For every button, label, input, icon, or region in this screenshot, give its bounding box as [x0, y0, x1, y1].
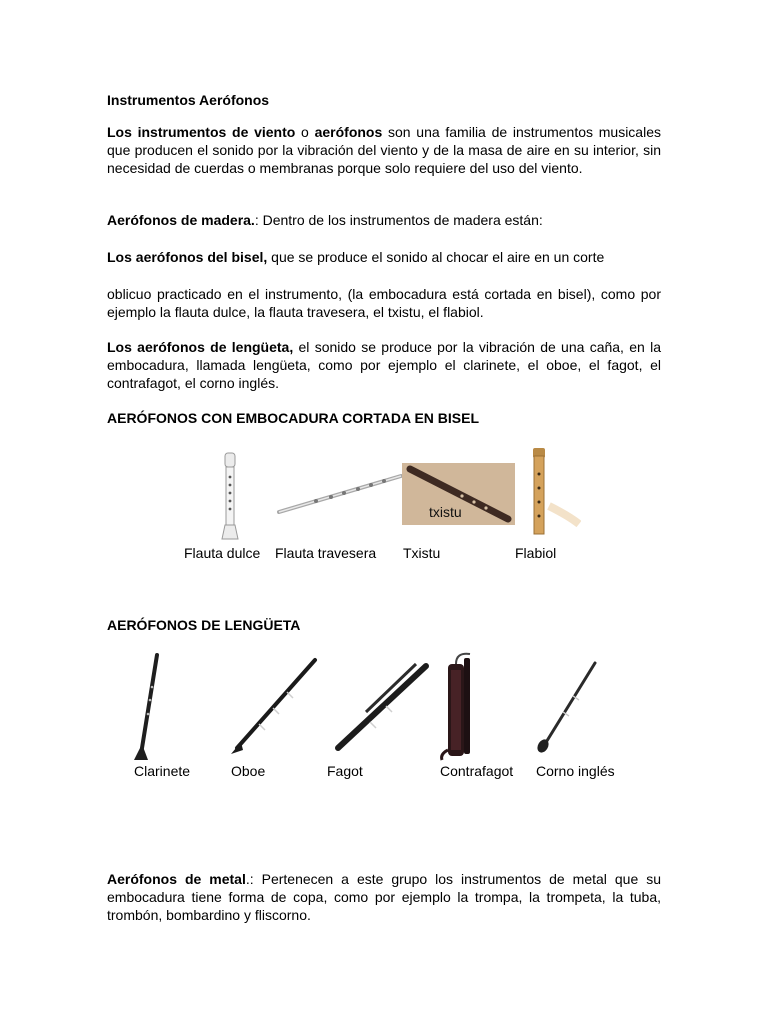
bisel-section-heading: AERÓFONOS CON EMBOCADURA CORTADA EN BISEL: [107, 410, 480, 426]
flauta-travesera-image: [276, 470, 404, 520]
intro-term-2: aerófonos: [314, 124, 383, 140]
lengueta-text: el sonido se produce por la vibración de una caña, en la embocadura, llamada lengüeta, como por ejemplo el clarinete, el oboe, el fagot, el contrafagot, el corno inglés.: [107, 339, 661, 391]
corno-ingles-image: [533, 660, 599, 754]
intro-term-1: Los instrumentos de viento: [107, 124, 296, 140]
flabiol-image: [517, 446, 581, 542]
txistu-photo-label: txistu: [429, 504, 462, 520]
caption-flauta-travesera: Flauta travesera: [275, 545, 377, 561]
caption-flauta-dulce: Flauta dulce: [184, 545, 261, 561]
flute-icon: [276, 470, 404, 520]
flabiol-icon: [517, 446, 581, 542]
contrabassoon-icon: [434, 650, 484, 762]
caption-fagot: Fagot: [327, 763, 363, 779]
lengueta-paragraph: [107, 338, 661, 392]
fagot-image: [326, 660, 432, 756]
contrafagot-image: [434, 650, 484, 762]
recorder-icon: [182, 447, 278, 543]
oboe-image: [227, 656, 321, 756]
madera-text: : Dentro de los instrumentos de madera están:: [254, 212, 543, 228]
intro-joiner: o: [295, 124, 315, 140]
caption-flabiol: Flabiol: [515, 545, 557, 561]
bassoon-icon: [326, 660, 432, 756]
bisel-text: que se produce el sonido al chocar el aire en un corte: [267, 249, 605, 265]
flauta-dulce-image: [182, 447, 278, 543]
metal-term: Aerófonos de metal: [107, 871, 246, 887]
lengueta-section-heading: AERÓFONOS DE LENGÜETA: [107, 617, 301, 633]
oboe-icon: [227, 656, 321, 756]
madera-paragraph: [107, 211, 661, 229]
bisel-term: Los aerófonos del bisel,: [107, 249, 268, 265]
caption-contrafagot: Contrafagot: [440, 763, 514, 779]
caption-oboe: Oboe: [231, 763, 266, 779]
txistu-image: [402, 463, 515, 525]
clarinet-icon: [130, 652, 162, 764]
caption-corno-ingles: Corno inglés: [536, 763, 615, 779]
metal-paragraph: [107, 870, 661, 924]
bisel-continuation: oblicuo practicado en el instrumento, (la embocadura está cortada en bisel), como por ejemplo la flauta dulce, la flauta travesera, el txistu, el flabiol.: [107, 286, 661, 320]
document-title: Instrumentos Aerófonos: [107, 92, 270, 108]
english-horn-icon: [533, 660, 599, 754]
caption-clarinete: Clarinete: [134, 763, 191, 779]
lengueta-term: Los aerófonos de lengüeta,: [107, 339, 294, 355]
intro-text: son una familia de instrumentos musicales que producen el sonido por la vibración del viento y de la masa de aire en su interior, sin necesidad de cuerdas o membranas porque solo requiere del uso del viento.: [107, 124, 661, 176]
intro-paragraph: [107, 123, 661, 177]
metal-text: .: Pertenecen a este grupo los instrumentos de metal que su embocadura tiene forma de copa, como por ejemplo la trompa, la trompeta, la tuba, trombón, bombardino y fliscorno.: [107, 871, 661, 923]
caption-txistu: Txistu: [403, 545, 441, 561]
clarinete-image: [130, 652, 162, 764]
madera-term: Aerófonos de madera.: [107, 212, 255, 228]
bisel-paragraph: [107, 248, 661, 266]
